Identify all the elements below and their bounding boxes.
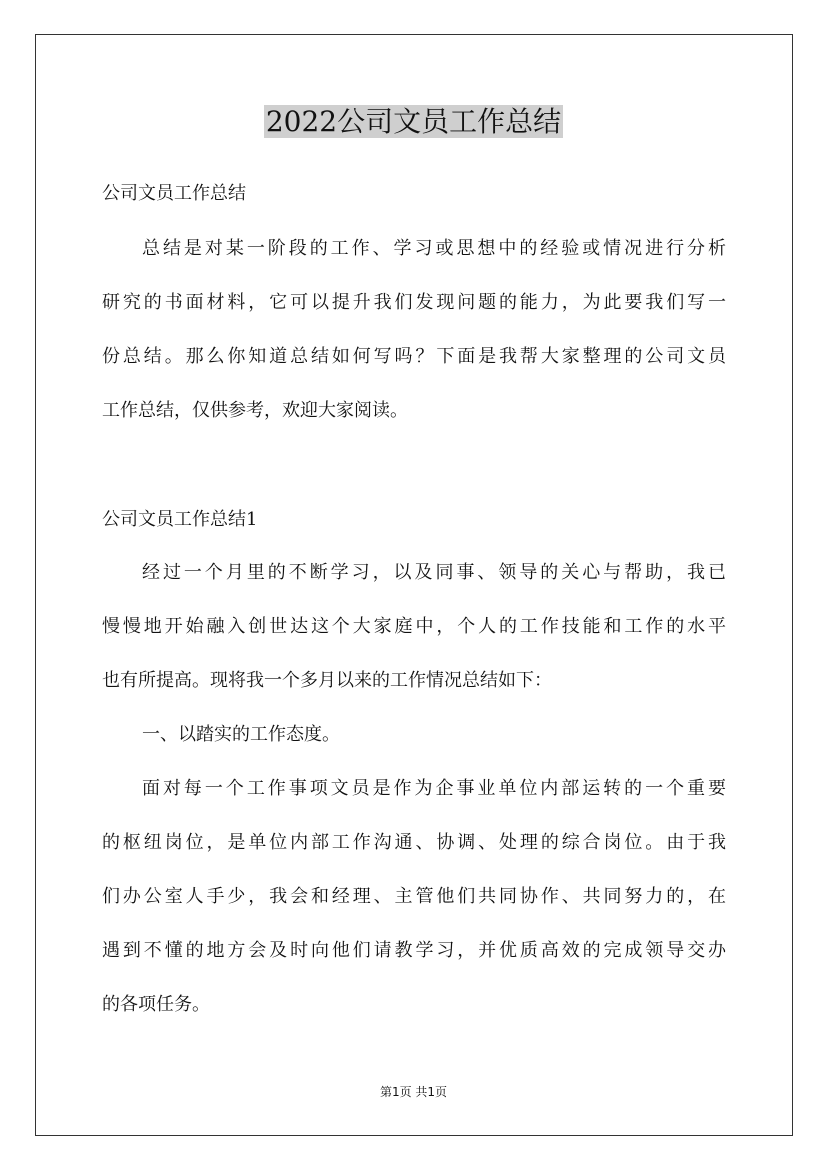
section-heading-intro: 公司文员工作总结 <box>102 183 246 204</box>
summary-1-paragraph-2 <box>102 762 726 1032</box>
paragraph-line: 们办公室人手少，我会和经理、主管他们共同协作、共同努力的，在 <box>102 886 726 907</box>
paragraph-line: 研究的书面材料，它可以提升我们发现问题的能力，为此要我们写一 <box>102 292 726 313</box>
paragraph-line: 工作总结，仅供参考，欢迎大家阅读。 <box>102 400 408 421</box>
page-footer: 第1页 共1页 <box>379 1085 448 1099</box>
paragraph-line: 的枢纽岗位，是单位内部工作沟通、协调、处理的综合岗位。由于我 <box>102 832 726 853</box>
document-title-text: 2022公司文员工作总结 <box>265 105 562 138</box>
paragraph-line: 面对每一个工作事项文员是作为企事业单位内部运转的一个重要 <box>142 778 726 799</box>
intro-paragraph <box>102 222 726 438</box>
summary-1-paragraph-1 <box>102 546 726 708</box>
paragraph-line: 份总结。那么你知道总结如何写吗？下面是我帮大家整理的公司文员 <box>102 346 726 367</box>
paragraph-line: 慢慢地开始融入创世达这个大家庭中，个人的工作技能和工作的水平 <box>102 616 726 637</box>
paragraph-line: 也有所提高。现将我一个多月以来的工作情况总结如下： <box>102 670 552 691</box>
document-title <box>0 100 827 144</box>
summary-1-subheading <box>102 708 726 762</box>
paragraph-line: 总结是对某一阶段的工作、学习或思想中的经验或情况进行分析 <box>142 238 726 259</box>
section-heading-summary-1: 公司文员工作总结1 <box>102 509 258 530</box>
paragraph-line: 一、以踏实的工作态度。 <box>142 724 340 745</box>
paragraph-line: 的各项任务。 <box>102 994 210 1015</box>
paragraph-line: 遇到不懂的地方会及时向他们请教学习，并优质高效的完成领导交办 <box>102 940 726 961</box>
paragraph-line: 经过一个月里的不断学习，以及同事、领导的关心与帮助，我已 <box>142 562 726 583</box>
